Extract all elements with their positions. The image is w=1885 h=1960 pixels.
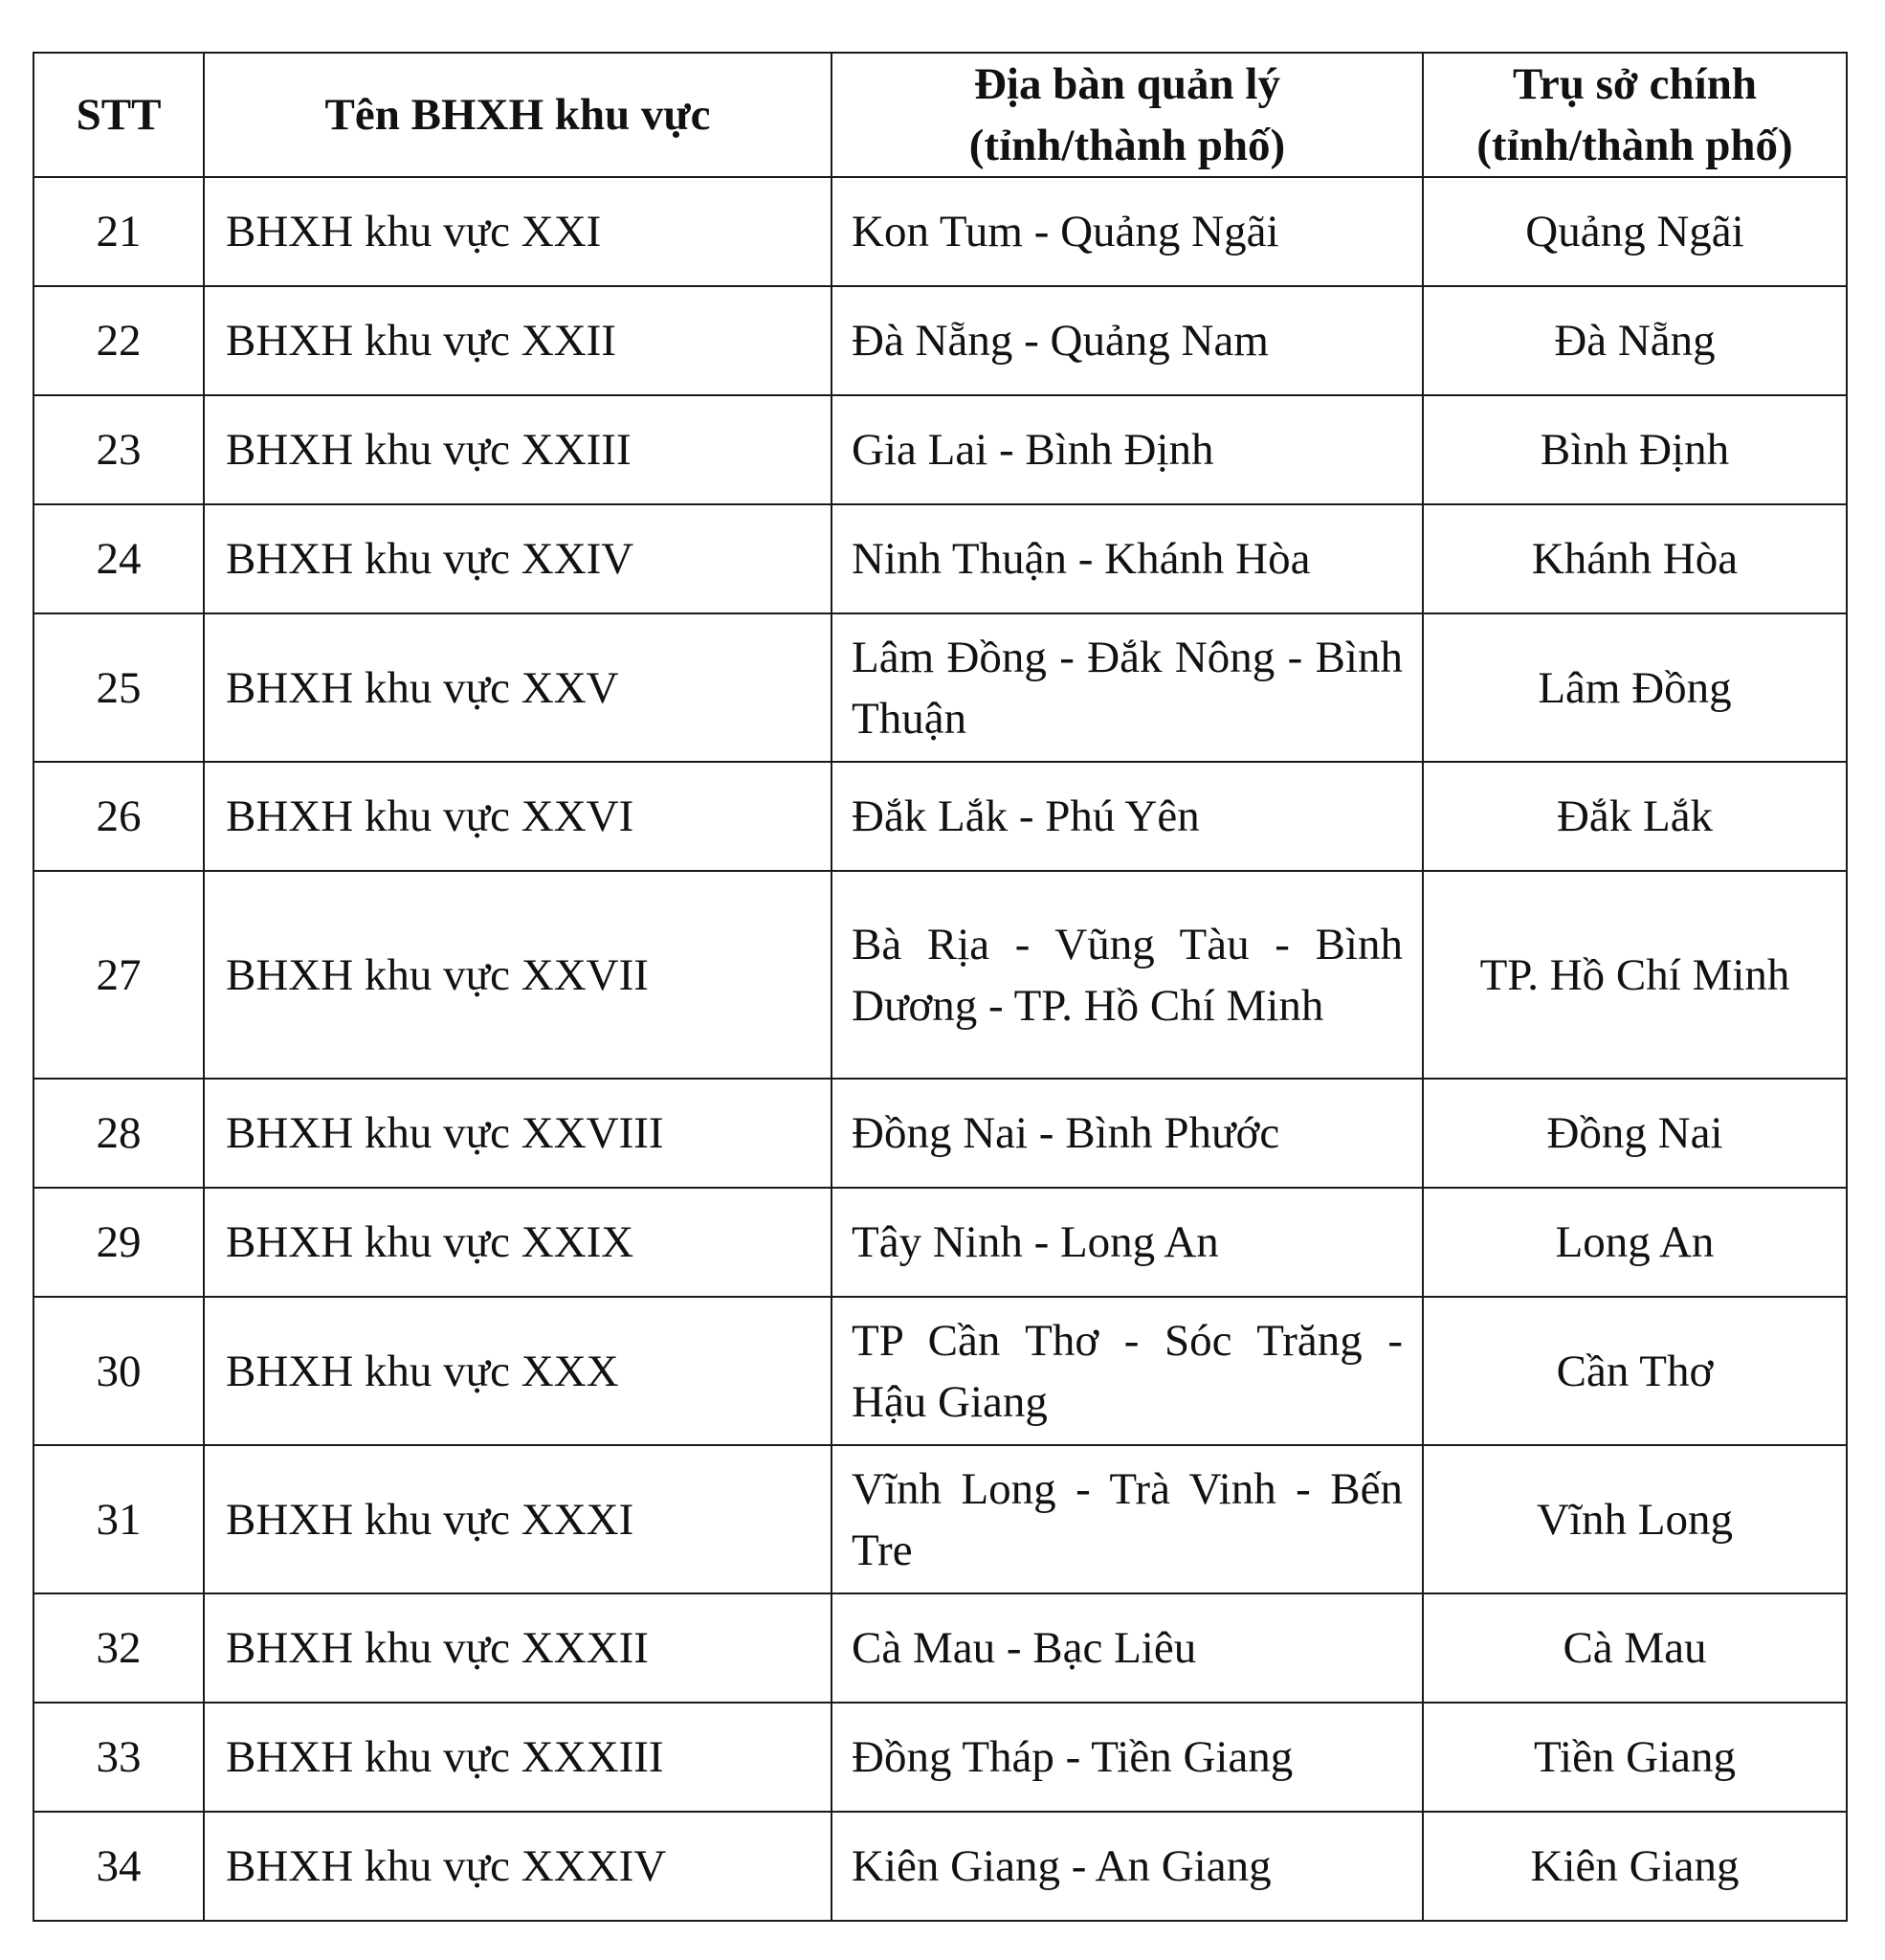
table-row [33,286,1847,395]
row-stt: 26 [33,762,204,871]
row-managed-area: Kon Tum - Quảng Ngãi [832,177,1423,286]
row-stt: 27 [33,871,204,1079]
row-stt: 33 [33,1703,204,1812]
row-managed-area: Vĩnh Long - Trà Vinh - Bến Tre [832,1445,1423,1593]
table-row [33,871,1847,1079]
row-headquarters: Lâm Đồng [1423,613,1847,762]
row-managed-area: Đắk Lắk - Phú Yên [832,762,1423,871]
table-row [33,177,1847,286]
row-stt: 21 [33,177,204,286]
row-stt: 25 [33,613,204,762]
row-headquarters: Long An [1423,1188,1847,1297]
row-office-name: BHXH khu vực XXVI [204,762,832,871]
row-office-name: BHXH khu vực XXIV [204,504,832,613]
row-stt: 24 [33,504,204,613]
header-managed-area [832,53,1423,177]
row-headquarters: Cần Thơ [1423,1297,1847,1445]
row-headquarters: TP. Hồ Chí Minh [1423,871,1847,1079]
header-headquarters-line1: Trụ sở chính [1512,59,1757,109]
table-row [33,762,1847,871]
row-managed-area: Gia Lai - Bình Định [832,395,1423,504]
row-managed-area: Tây Ninh - Long An [832,1188,1423,1297]
header-headquarters-line2: (tỉnh/thành phố) [1476,121,1793,170]
table-row [33,1445,1847,1593]
row-office-name: BHXH khu vực XXXIII [204,1703,832,1812]
row-stt: 29 [33,1188,204,1297]
row-office-name: BHXH khu vực XXI [204,177,832,286]
header-stt: STT [33,53,204,177]
table-row [33,1593,1847,1703]
row-office-name: BHXH khu vực XXXII [204,1593,832,1703]
row-stt: 34 [33,1812,204,1921]
row-office-name: BHXH khu vực XXVIII [204,1079,832,1188]
row-managed-area: Đồng Tháp - Tiền Giang [832,1703,1423,1812]
regional-office-document [33,52,1848,1922]
row-office-name: BHXH khu vực XXIII [204,395,832,504]
header-headquarters [1423,53,1847,177]
table-row [33,504,1847,613]
row-office-name: BHXH khu vực XXX [204,1297,832,1445]
table-row [33,395,1847,504]
row-stt: 30 [33,1297,204,1445]
row-managed-area: Bà Rịa - Vũng Tàu - Bình Dương - TP. Hồ Chí Minh [832,871,1423,1079]
table-row [33,1188,1847,1297]
header-managed-area-line2: (tỉnh/thành phố) [968,121,1286,170]
row-stt: 32 [33,1593,204,1703]
row-office-name: BHXH khu vực XXXIV [204,1812,832,1921]
row-headquarters: Đà Nẵng [1423,286,1847,395]
row-office-name: BHXH khu vực XXV [204,613,832,762]
table-row [33,1079,1847,1188]
table-row [33,1812,1847,1921]
row-office-name: BHXH khu vực XXXI [204,1445,832,1593]
table-row [33,613,1847,762]
row-office-name: BHXH khu vực XXVII [204,871,832,1079]
row-headquarters: Bình Định [1423,395,1847,504]
row-headquarters: Vĩnh Long [1423,1445,1847,1593]
row-headquarters: Tiền Giang [1423,1703,1847,1812]
row-headquarters: Quảng Ngãi [1423,177,1847,286]
row-headquarters: Cà Mau [1423,1593,1847,1703]
row-managed-area: Kiên Giang - An Giang [832,1812,1423,1921]
row-managed-area: TP Cần Thơ - Sóc Trăng - Hậu Giang [832,1297,1423,1445]
row-managed-area: Đà Nẵng - Quảng Nam [832,286,1423,395]
row-headquarters: Khánh Hòa [1423,504,1847,613]
row-headquarters: Đắk Lắk [1423,762,1847,871]
row-managed-area: Ninh Thuận - Khánh Hòa [832,504,1423,613]
row-stt: 28 [33,1079,204,1188]
row-stt: 31 [33,1445,204,1593]
row-headquarters: Kiên Giang [1423,1812,1847,1921]
row-managed-area: Lâm Đồng - Đắk Nông - Bình Thuận [832,613,1423,762]
table-row [33,1703,1847,1812]
row-office-name: BHXH khu vực XXII [204,286,832,395]
row-managed-area: Đồng Nai - Bình Phước [832,1079,1423,1188]
table-header-row [33,53,1847,177]
table-row [33,1297,1847,1445]
row-headquarters: Đồng Nai [1423,1079,1847,1188]
row-stt: 22 [33,286,204,395]
header-office-name: Tên BHXH khu vực [204,53,832,177]
row-office-name: BHXH khu vực XXIX [204,1188,832,1297]
row-managed-area: Cà Mau - Bạc Liêu [832,1593,1423,1703]
row-stt: 23 [33,395,204,504]
header-managed-area-line1: Địa bàn quản lý [973,59,1280,109]
regional-office-table [33,52,1848,1922]
